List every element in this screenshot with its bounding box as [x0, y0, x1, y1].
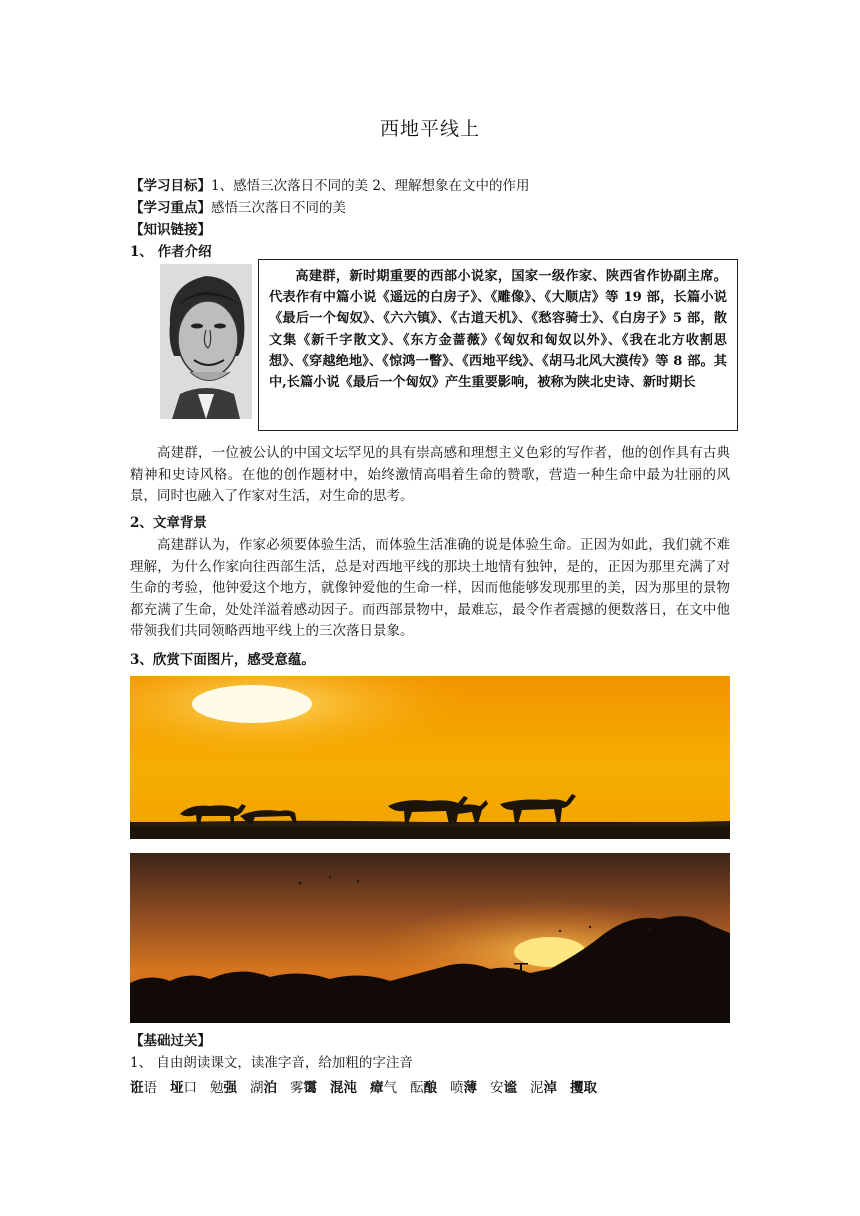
bold-character: 攫取 [570, 1080, 597, 1096]
bold-character: 垭 [170, 1080, 184, 1096]
sunset-trees-photo [130, 853, 730, 1023]
learning-focus-line [130, 198, 346, 218]
pinyin-term [170, 1076, 197, 1096]
plain-character: 喷 [450, 1080, 464, 1096]
page-title: 西地平线上 [379, 118, 480, 140]
pinyin-term [410, 1076, 437, 1096]
plain-character: 安 [490, 1080, 504, 1096]
pinyin-character-list [130, 1076, 610, 1096]
author-bio-text: 高建群，新时期重要的西部小说家，国家一级作家、陕西省作协副主席。代表作有中篇小说《遥远的白房子》、《雕像》、《大顺店》等 19 部，长篇小说《最后一个匈奴》、《六六镇》、《古道天机》、《愁容骑士》、《白房子》5 部，散文集《新千字散文》、《东方金蔷薇》《匈奴和匈奴以外》、《我在北方收割思想》、《穿越绝地》、《惊鸿一瞥》、《西地平线》、《胡马北风大漠传》等 8 部。其中,长篇小说《最后一个匈奴》产生重要影响，被称为陕北史诗、新时期长 [269, 269, 727, 391]
pinyin-term [330, 1076, 357, 1096]
pinyin-term [490, 1076, 517, 1096]
pinyin-term [210, 1076, 237, 1096]
bold-character: 薄 [463, 1080, 477, 1096]
bold-character: 瘴 [370, 1080, 384, 1096]
pinyin-term [290, 1076, 317, 1096]
bold-character: 强 [223, 1080, 237, 1096]
learning-goal-text: 1、感悟三次落日不同的美 2、理解想象在文中的作用 [211, 178, 530, 194]
sunset-antelope-photo [130, 676, 730, 839]
plain-character: 雾 [290, 1080, 304, 1096]
plain-character: 气 [383, 1080, 397, 1096]
exercise-1-text: 1、 自由朗读课文，读准字音，给加粗的字注音 [130, 1055, 413, 1071]
bold-character: 混沌 [330, 1080, 357, 1096]
plain-character: 口 [183, 1080, 197, 1096]
author-intro-paragraph: 高建群，一位被公认的中国文坛罕见的具有崇高感和理想主义色彩的写作者，他的创作具有古典精神和史诗风格。在他的创作题材中，始终激情高唱着生命的赞歌，营造一种生命中最为壮丽的风景，同时也融入了作家对生活，对生命的思考。 [130, 445, 730, 505]
pinyin-term [570, 1076, 597, 1096]
pinyin-term [530, 1076, 557, 1096]
author-portrait [160, 264, 252, 419]
bold-character: 泊 [263, 1080, 277, 1096]
author-bio-box [258, 259, 738, 431]
learning-focus-label: 【学习重点】 [130, 200, 211, 216]
bold-character: 淖 [543, 1080, 557, 1096]
plain-character: 湖 [250, 1080, 264, 1096]
author-intro-heading: 1、 作者介绍 [130, 244, 212, 260]
plain-character: 勉 [210, 1080, 224, 1096]
pictures-heading: 3、欣赏下面图片，感受意蕴。 [130, 652, 315, 668]
bold-character: 谧 [503, 1080, 517, 1096]
background-paragraph: 高建群认为，作家必须要体验生活，而体验生活准确的说是体验生命。正因为如此，我们就不难理解，为什么作家向往西部生活，总是对西地平线的那块土地情有独钟，是的，正因为那里充满了对生命的考验，他钟爱这个地方，就像钟爱他的生命一样，因而他能够发现那里的美，因为那里的景物都充满了生命，处处洋溢着感动因子。而西部景物中，最难忘，最令作者震撼的便数落日，在文中他带领我们共同领略西地平线上的三次落日景象。 [130, 537, 730, 640]
plain-character: 泥 [530, 1080, 544, 1096]
pinyin-term [130, 1076, 157, 1096]
learning-focus-text: 感悟三次落日不同的美 [211, 200, 346, 216]
bold-character: 酿 [423, 1080, 437, 1096]
bold-character: 诳 [130, 1080, 144, 1096]
basics-label: 【基础过关】 [130, 1033, 211, 1049]
learning-goal-label: 【学习目标】 [130, 178, 211, 194]
pinyin-term [450, 1076, 477, 1096]
pinyin-term [370, 1076, 397, 1096]
plain-character: 酝 [410, 1080, 424, 1096]
learning-goal-line [130, 176, 529, 196]
background-heading: 2、文章背景 [130, 515, 207, 531]
pinyin-term [250, 1076, 277, 1096]
plain-character: 语 [143, 1080, 157, 1096]
knowledge-link-label: 【知识链接】 [130, 222, 211, 238]
bold-character: 霭 [303, 1080, 317, 1096]
